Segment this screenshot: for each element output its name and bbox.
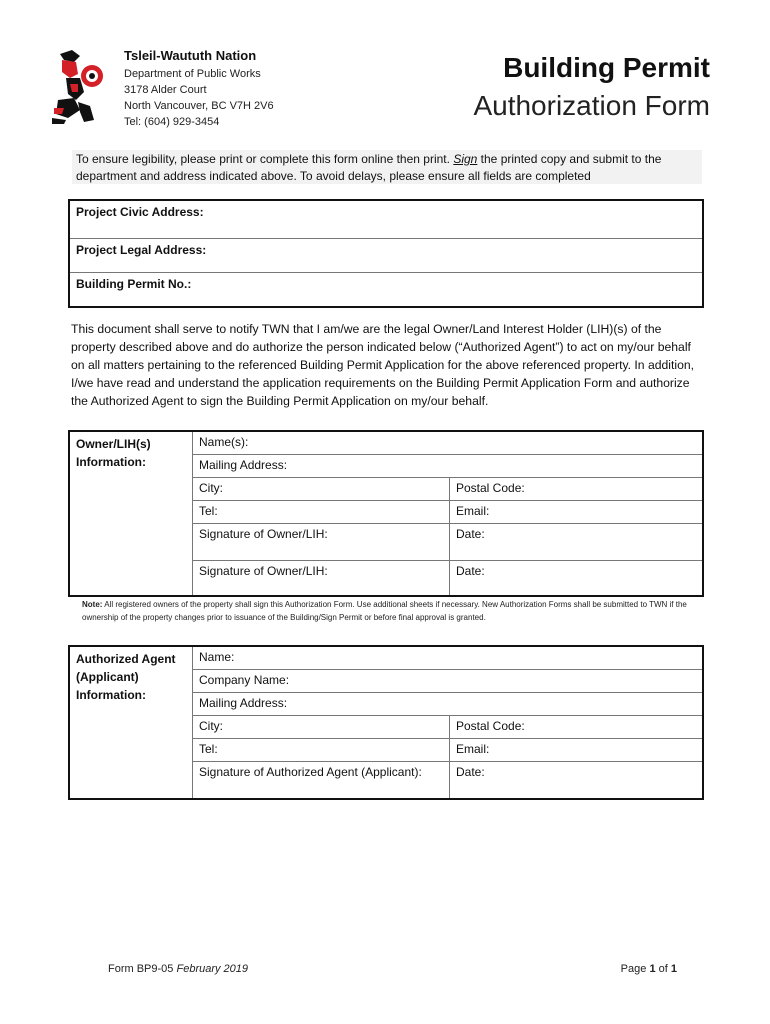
authorization-paragraph: This document shall serve to notify TWN that I am/we are the legal Owner/Land Interest Holder (LIH)(s) of the property described above and do authorize the person indicated below (“Authorized Agent”) to act on my/our behalf on all matters pertaining to the referenced Building Permit Application for the above referenced property. In addition, I/we have read and understand the application requirements on the Building Permit Application Form and authorize the Authorized Agent to sign the Building Permit Application on my/our behalf. [71, 322, 695, 408]
page-prefix: Page [620, 963, 647, 975]
instructions-notice [72, 150, 702, 184]
form-date: February 2019 [176, 963, 249, 975]
notice-text-start: To ensure legibility, please print or complete this form online then print. [76, 152, 454, 166]
owner-tel-label: Tel: [199, 504, 218, 518]
ownership-note [82, 598, 702, 624]
owner-email-label: Email: [456, 504, 490, 518]
agent-signature-label: Signature of Authorized Agent (Applicant): [199, 765, 422, 779]
agent-section-label [69, 646, 193, 799]
agent-city-field[interactable] [193, 716, 450, 739]
note-label: Note: [82, 600, 103, 609]
owner-city-label: City: [199, 481, 223, 495]
owner-names-label: Name(s): [199, 435, 249, 449]
project-civic-address-field[interactable] [69, 200, 703, 239]
building-permit-no-field[interactable] [69, 273, 703, 308]
owner-signature2-label: Signature of Owner/LIH: [199, 564, 328, 578]
city-address: North Vancouver, BC V7H 2V6 [124, 100, 274, 112]
owner-mailing-field[interactable] [193, 455, 704, 478]
owner-label-line1: Owner/LIH(s) [76, 437, 151, 451]
agent-postal-label: Postal Code: [456, 719, 525, 733]
form-title-line1: Building Permit [503, 52, 710, 83]
owner-date2-field[interactable] [450, 561, 704, 597]
agent-tel-field[interactable] [193, 739, 450, 762]
form-number [108, 963, 248, 975]
agent-tel-label: Tel: [199, 742, 218, 756]
agent-email-label: Email: [456, 742, 490, 756]
agent-city-label: City: [199, 719, 223, 733]
agent-company-label: Company Name: [199, 673, 290, 687]
owner-names-field[interactable] [193, 431, 704, 455]
org-name: Tsleil-Waututh Nation [124, 48, 257, 63]
owner-postal-label: Postal Code: [456, 481, 525, 495]
page-of: of [658, 963, 668, 975]
owner-signature2-field[interactable] [193, 561, 450, 597]
form-title-line2: Authorization Form [473, 90, 710, 121]
agent-signature-field[interactable] [193, 762, 450, 800]
building-permit-no-label: Building Permit No.: [76, 277, 192, 291]
owner-date2-label: Date: [456, 564, 485, 578]
page-number: 1 [649, 963, 656, 975]
agent-label-line3: Information: [76, 688, 146, 702]
owner-info-table [68, 430, 704, 597]
telephone: Tel: (604) 929-3454 [124, 116, 220, 128]
department: Department of Public Works [124, 68, 261, 80]
agent-label-line2: (Applicant) [76, 670, 139, 684]
page-total: 1 [670, 963, 677, 975]
notice-sign-word: Sign [453, 152, 478, 166]
owner-date1-label: Date: [456, 527, 485, 541]
agent-mailing-field[interactable] [193, 693, 704, 716]
agent-mailing-label: Mailing Address: [199, 696, 288, 710]
owner-date1-field[interactable] [450, 524, 704, 561]
project-legal-address-field[interactable] [69, 239, 703, 273]
agent-date-label: Date: [456, 765, 485, 779]
form-number-code: Form BP9-05 [108, 963, 174, 975]
owner-label-line2: Information: [76, 455, 146, 469]
owner-signature1-field[interactable] [193, 524, 450, 561]
owner-mailing-label: Mailing Address: [199, 458, 288, 472]
agent-email-field[interactable] [450, 739, 704, 762]
agent-label-line1: Authorized Agent [76, 652, 176, 666]
owner-city-field[interactable] [193, 478, 450, 501]
owner-signature1-label: Signature of Owner/LIH: [199, 527, 328, 541]
page-indicator [621, 963, 677, 975]
note-text: All registered owners of the property shall sign this Authorization Form. Use additional sheets if necessary. New Authorization Forms shall be submitted to TWN if the ownership of the property changes prior to issuance of the Building/Sign Permit or before final approval is granted. [82, 600, 687, 622]
owner-tel-field[interactable] [193, 501, 450, 524]
agent-name-field[interactable] [193, 646, 704, 670]
project-legal-address-label: Project Legal Address: [76, 243, 207, 257]
agent-name-label: Name: [199, 650, 235, 664]
tsleil-waututh-logo [50, 48, 108, 126]
street-address: 3178 Alder Court [124, 84, 207, 96]
agent-date-field[interactable] [450, 762, 704, 800]
owner-section-label [69, 431, 193, 596]
agent-info-table [68, 645, 704, 800]
agent-postal-field[interactable] [450, 716, 704, 739]
project-info-table [68, 199, 704, 308]
notice-text-end: the printed copy and submit to the department and address indicated above. To avoid delays, please ensure all fields are completed [76, 152, 662, 183]
owner-postal-field[interactable] [450, 478, 704, 501]
project-civic-address-label: Project Civic Address: [76, 205, 204, 219]
agent-company-field[interactable] [193, 670, 704, 693]
owner-email-field[interactable] [450, 501, 704, 524]
